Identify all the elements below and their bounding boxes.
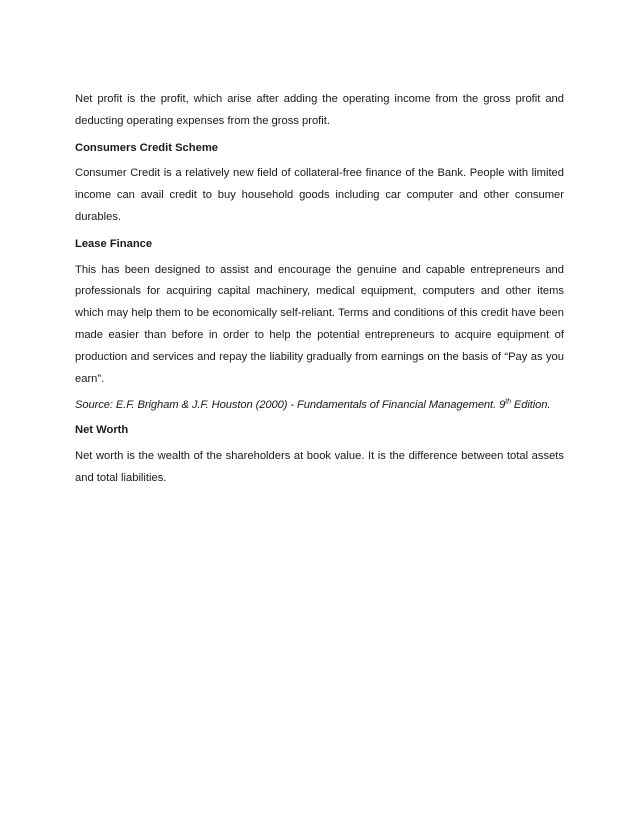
net-worth-paragraph: Net worth is the wealth of the shareholders at book value. It is the difference between total assets and total liabilities.	[75, 449, 564, 484]
source-citation-superscript: th	[505, 398, 511, 406]
document-page	[75, 89, 564, 495]
lease-finance-heading: Lease Finance	[75, 237, 153, 250]
consumer-credit-heading: Consumers Credit Scheme	[75, 141, 218, 154]
lease-finance-paragraph: This has been designed to assist and encourage the genuine and capable entrepreneurs and professionals for acquiring capital machinery, medical equipment, computers and other items which may help them to be economically self-reliant. Terms and conditions of this credit have been made easier than before in order to help the potential entrepreneurs to acquire equipment of production and services and repay the liability gradually from earnings on the basis of “Pay as you earn”.	[75, 263, 564, 385]
source-citation-edition: Edition.	[510, 399, 551, 412]
net-profit-paragraph: Net profit is the profit, which arise after adding the operating income from the gross profit and deducting operating expenses from the gross profit.	[75, 93, 564, 127]
source-citation	[75, 395, 564, 417]
source-citation-main: Source: E.F. Brigham & J.F. Houston (2000) - Fundamentals of Financial Management. 9	[75, 399, 506, 412]
consumer-credit-paragraph: Consumer Credit is a relatively new field of collateral-free finance of the Bank. People with limited income can avail credit to buy household goods including car computer and other consumer durables.	[75, 167, 564, 223]
net-worth-heading: Net Worth	[75, 424, 129, 437]
